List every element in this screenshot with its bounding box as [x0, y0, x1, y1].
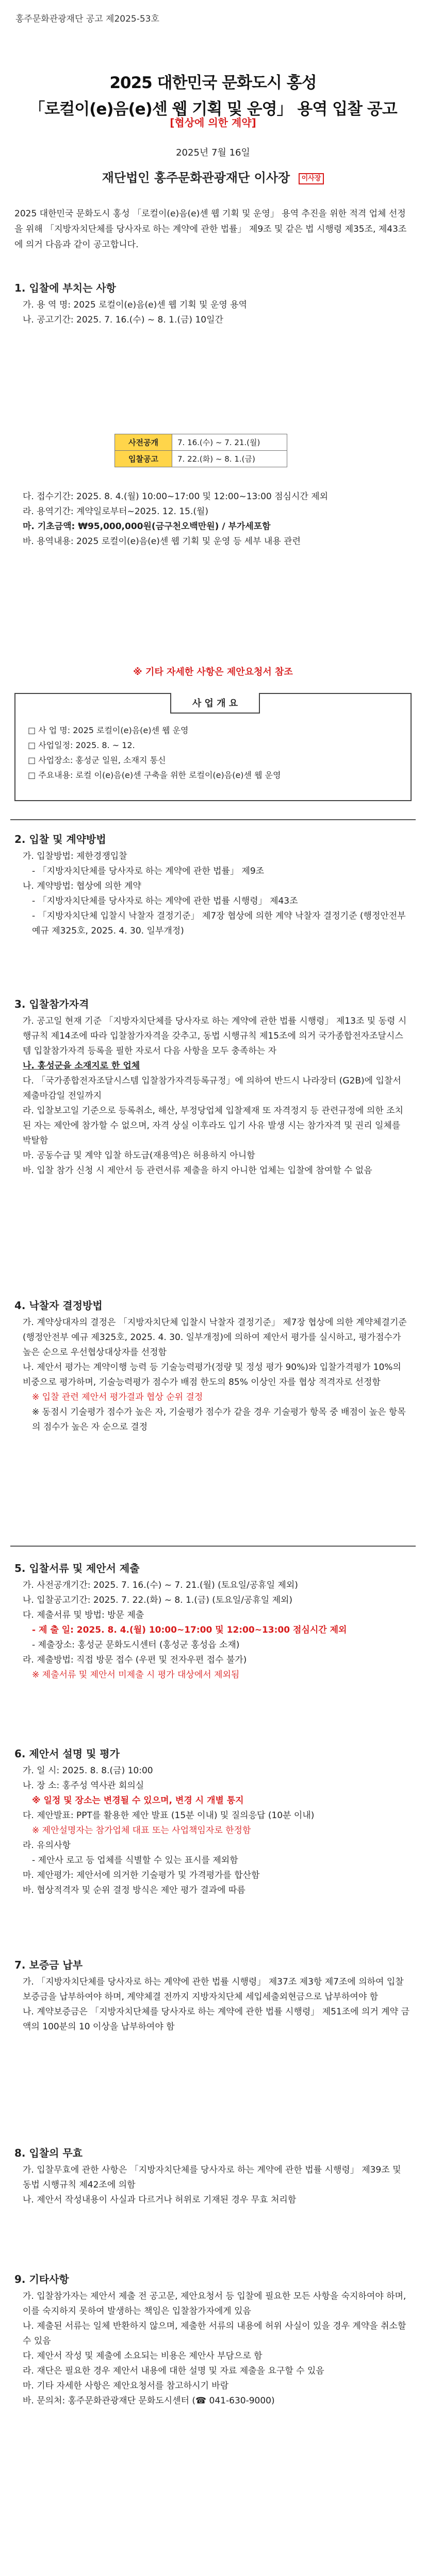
section-3-heading: 3. 입찰참가자격 — [14, 998, 89, 1010]
section-1 — [14, 281, 412, 328]
s9-line: 다. 제안서 작성 및 제출에 소요되는 비용은 제안사 부담으로 함 — [23, 2351, 263, 2361]
s6-line: - 제안사 로고 등 업체를 식별할 수 있는 표시를 제외함 — [32, 1855, 238, 1866]
s4-line: 나. 제안서 평가는 계약이행 능력 등 기술능력평가(정량 및 정성 평가 90%)와 입찰가격평가 10%의 비중으로 평가하며, 기술능력평가 점수가 배점 한도의 85% 이상인 자를 협상 적격자로 선정함 — [23, 1362, 401, 1387]
summary-line: □ 주요내용: 로컬 이(e)음(e)센 구축을 위한 로컬이(e)음(e)센 웹 운영 — [28, 770, 281, 780]
s5-line: 가. 사전공개기간: 2025. 7. 16.(수) ~ 7. 21.(월) (토요일/공휴일 제외) — [23, 1580, 298, 1590]
s9-line: 라. 재단은 필요한 경우 제안서 내용에 대한 설명 및 자료 제출을 요구할 수 있음 — [23, 2366, 324, 2376]
section-7-heading: 7. 보증금 납부 — [14, 1959, 83, 1971]
intro-paragraph: 2025 대한민국 문화도시 홍성 「로컬이(e)음(e)센 웹 기획 및 운영」 용역 추진을 위한 적격 업체 선정을 위해 「지방자치단체를 당사자로 하는 계약에 관한 법률」 제9조 및 같은 법 시행령 제35조, 제43조에 의거 다음과 같이 공고합니다. — [14, 209, 407, 250]
s6-line: 바. 협상적격자 및 순위 결정 방식은 제안 평가 결과에 따름 — [23, 1885, 245, 1895]
section-8 — [14, 2146, 412, 2208]
section-4-heading: 4. 낙찰자 결정방법 — [14, 1299, 103, 1312]
s1-item: 나. 공고기간: 2025. 7. 16.(수) ~ 8. 1.(금) 10일간 — [23, 315, 223, 325]
s3-line: 다. 「국가종합전자조달시스템 입찰참가자격등록규정」에 의하여 반드시 나라장터 (G2B)에 입찰서 제출마감일 전일까지 — [23, 1076, 401, 1101]
announcement-date: 2025년 7월 16일 — [176, 147, 250, 158]
s2-line: 가. 입찰방법: 제한경쟁입찰 — [23, 851, 127, 861]
official-seal: 이사장 — [299, 173, 324, 184]
s6-line: 마. 제안평가: 제안서에 의거한 기술평가 및 가격평가를 합산함 — [23, 1870, 260, 1880]
s1-item: 가. 용 역 명: 2025 로컬이(e)음(e)센 웹 기획 및 운영 용역 — [23, 300, 248, 310]
s6-line: 다. 제안발표: PPT를 활용한 제안 발표 (15분 이내) 및 질의응답 (10분 이내) — [23, 1810, 315, 1821]
s1-item: 라. 용역기간: 계약일로부터~2025. 12. 15.(월) — [23, 506, 209, 517]
section-1-heading: 1. 입찰에 부치는 사항 — [14, 282, 116, 294]
s5-line: 라. 제출방법: 직접 방문 접수 (우편 및 전자우편 접수 불가) — [23, 1655, 247, 1665]
summary-line: □ 사업장소: 홍성군 일원, 소재지 통신 — [28, 755, 166, 765]
summary-line: □ 사 업 명: 2025 로컬이(e)음(e)센 웹 운영 — [28, 725, 189, 735]
schedule-value: 7. 22.(화) ~ 8. 1.(금) — [172, 451, 287, 467]
section-2-heading: 2. 입찰 및 계약방법 — [14, 833, 106, 845]
section-4 — [14, 1298, 412, 1435]
announcement-number: 홍주문화관광재단 공고 제2025-53호 — [15, 14, 159, 24]
s7-line: 가. 「지방자치단체를 당사자로 하는 계약에 관한 법률 시행령」 제37조 제3항 제7조에 의하여 입찰보증금을 납부하여야 하며, 계약체결 전까지 지방자치단체 세입세출외현금으로 납부하여야 함 — [23, 1977, 404, 2002]
schedule-row — [115, 451, 287, 467]
s8-line: 나. 제안서 작성내용이 사실과 다르거나 허위로 기재된 경우 무효 처리함 — [23, 2195, 297, 2205]
section-3 — [14, 997, 412, 1178]
schedule-value: 7. 16.(수) ~ 7. 21.(월) — [172, 434, 287, 451]
section-5-heading: 5. 입찰서류 및 제안서 제출 — [14, 1562, 140, 1574]
section-9 — [14, 2272, 412, 2409]
title-line-2: 「로컬이(e)음(e)센 웹 기획 및 운영」 용역 입찰 공고 — [29, 100, 397, 118]
s3-line: 라. 입찰보고일 기준으로 등록취소, 해산, 부정당업체 입찰제재 또 자격정지 등 관련규정에 의한 조치된 자는 제안에 참가할 수 없으며, 자격 상실 이후라도 입기 사유 발생 시는 참가자격 및 권리 일체를 박탈함 — [23, 1106, 403, 1146]
proposal-note: ※ 기타 자세한 사항은 제안요청서 참조 — [133, 667, 293, 677]
summary-line: □ 사업일정: 2025. 8. ~ 12. — [28, 740, 135, 750]
s1-item: 다. 접수기간: 2025. 8. 4.(월) 10:00~17:00 및 12:00~13:00 점심시간 제외 — [23, 492, 329, 502]
section-6-heading: 6. 제안서 설명 및 평가 — [14, 1748, 120, 1760]
s2-line: 나. 계약방법: 협상에 의한 계약 — [23, 881, 141, 891]
s4-line: ※ 입찰 관련 제안서 평가결과 협상 순위 결정 — [32, 1392, 203, 1402]
section-2 — [14, 832, 412, 939]
s9-line: 마. 기타 자세한 사항은 제안요청서를 참고하시기 바람 — [23, 2381, 229, 2391]
schedule-label: 사전공개 — [115, 434, 172, 451]
s6-line: ※ 일정 및 장소는 변경될 수 있으며, 변경 시 개별 통지 — [32, 1795, 244, 1806]
section-9-heading: 9. 기타사항 — [14, 2273, 69, 2285]
s8-line: 가. 입찰무효에 관한 사항은 「지방자치단체를 당사자로 하는 계약에 관한 법률 시행령」 제39조 및 동법 시행규칙 제42조에 의함 — [23, 2165, 401, 2190]
s2-line: - 「지방자치단체를 당사자로 하는 계약에 관한 법률」 제9조 — [32, 866, 265, 876]
s2-line: - 「지방자치단체 입찰시 낙찰자 결정기준」 제7장 협상에 의한 계약 낙찰자 결정기준 (행정안전부 예규 제325호, 2025. 4. 30. 일부개정) — [32, 911, 406, 936]
divider — [10, 819, 416, 820]
s9-line: 가. 입찰참가자는 제안서 제출 전 공고문, 제안요청서 등 입찰에 필요한 모든 사항을 숙지하여야 하며, 이를 숙지하지 못하여 발생하는 책임은 입찰참가자에게 있음 — [23, 2291, 406, 2316]
s9-line: 바. 문의처: 홍주문화관광재단 문화도시센터 (☎ 041-630-9000) — [23, 2396, 275, 2406]
section-1-cont — [14, 489, 412, 549]
schedule-row — [115, 434, 287, 451]
s1-item: 바. 용역내용: 2025 로컬이(e)음(e)센 웹 기획 및 운영 등 세부 내용 관련 — [23, 536, 301, 547]
s6-line: 나. 장 소: 홍주성 역사관 회의실 — [23, 1781, 144, 1791]
s9-line: 나. 제출된 서류는 일체 반환하지 않으며, 제출한 서류의 내용에 허위 사실이 있을 경우 계약을 취소할 수 있음 — [23, 2321, 406, 2346]
s5-line: - 제출장소: 홍성군 문화도시센터 (홍성군 홍성읍 소재) — [32, 1640, 240, 1650]
section-5 — [14, 1561, 412, 1683]
title-line-1: 2025 대한민국 문화도시 홍성 — [109, 74, 317, 92]
s6-line: 가. 일 시: 2025. 8. 8.(금) 10:00 — [23, 1766, 153, 1776]
s2-line: - 「지방자치단체를 당사자로 하는 계약에 관한 법률 시행령」 제43조 — [32, 896, 298, 906]
schedule-table — [114, 434, 287, 467]
s3-line: 마. 공동수급 및 계약 입찰 하도급(재용역)은 허용하지 아니함 — [23, 1150, 255, 1161]
s6-line: 라. 유의사항 — [23, 1840, 71, 1851]
section-7 — [14, 1958, 412, 2035]
s6-line: ※ 제안설명자는 참가업체 대표 또는 사업책임자로 한정함 — [32, 1825, 251, 1836]
s5-line: ※ 제출서류 및 제안서 미제출 시 평가 대상에서 제외됨 — [32, 1670, 240, 1680]
s3-line: 바. 입찰 참가 신청 시 제안서 등 관련서류 제출을 하지 아니한 업체는 입찰에 참여할 수 없음 — [23, 1165, 372, 1176]
issuer-text: 재단법인 홍주문화관광재단 이사장 — [102, 170, 290, 185]
project-summary-box — [14, 693, 412, 801]
s5-line: 나. 입찰공고기간: 2025. 7. 22.(화) ~ 8. 1.(금) (토요일/공휴일 제외) — [23, 1595, 293, 1605]
s3-line: 나. 홍성군을 소재지로 한 업체 — [23, 1061, 140, 1071]
divider — [10, 1546, 416, 1547]
announcement-title — [0, 70, 426, 119]
schedule-label: 입찰공고 — [115, 451, 172, 467]
s4-line: 가. 계약상대자의 결정은 「지방자치단체 입찰시 낙찰자 결정기준」 제7장 협상에 의한 계약체결기준(행정안전부 예규 제325호, 2025. 4. 30. 일부개정)에 의하여 제안서 평가를 실시하고, 평가점수가 높은 순으로 우선협상대상자를 선정함 — [23, 1317, 407, 1358]
s1-item: 마. 기초금액: ₩95,000,000원(금구천오백만원) / 부가세포함 — [23, 521, 271, 532]
contract-type-subtitle: [협상에 의한 계약] — [170, 116, 256, 129]
s5-line: - 제 출 일: 2025. 8. 4.(월) 10:00~17:00 및 12:00~13:00 점심시간 제외 — [32, 1625, 347, 1635]
section-8-heading: 8. 입찰의 무효 — [14, 2147, 83, 2159]
summary-caption: 사 업 개 요 — [170, 693, 260, 714]
s5-line: 다. 제출서류 및 방법: 방문 제출 — [23, 1610, 144, 1620]
s4-line: ※ 동점시 기술평가 점수가 높은 자, 기술평가 점수가 같을 경우 기술평가 항목 중 배점이 높은 항목의 점수가 높은 자 순으로 결정 — [32, 1407, 406, 1432]
section-6 — [14, 1747, 412, 1898]
summary-body — [28, 723, 281, 783]
s7-line: 나. 계약보증금은 「지방자치단체를 당사자로 하는 계약에 관한 법률 시행령」 제51조에 의거 계약 금액의 100분의 10 이상을 납부하여야 함 — [23, 2007, 409, 2032]
s3-line: 가. 공고일 현재 기준 「지방자치단체를 당사자로 하는 계약에 관한 법률 시행령」 제13조 및 동령 시행규칙 제14조에 따라 입찰참가자격을 갖추고, 동법 시행규칙 제15조에 의거 국가종합전자조달시스템 입찰참가자격 등록을 필한 자로서 다음 사항을 모두 충족하는 자 — [23, 1016, 407, 1056]
issuer-name — [0, 167, 426, 185]
